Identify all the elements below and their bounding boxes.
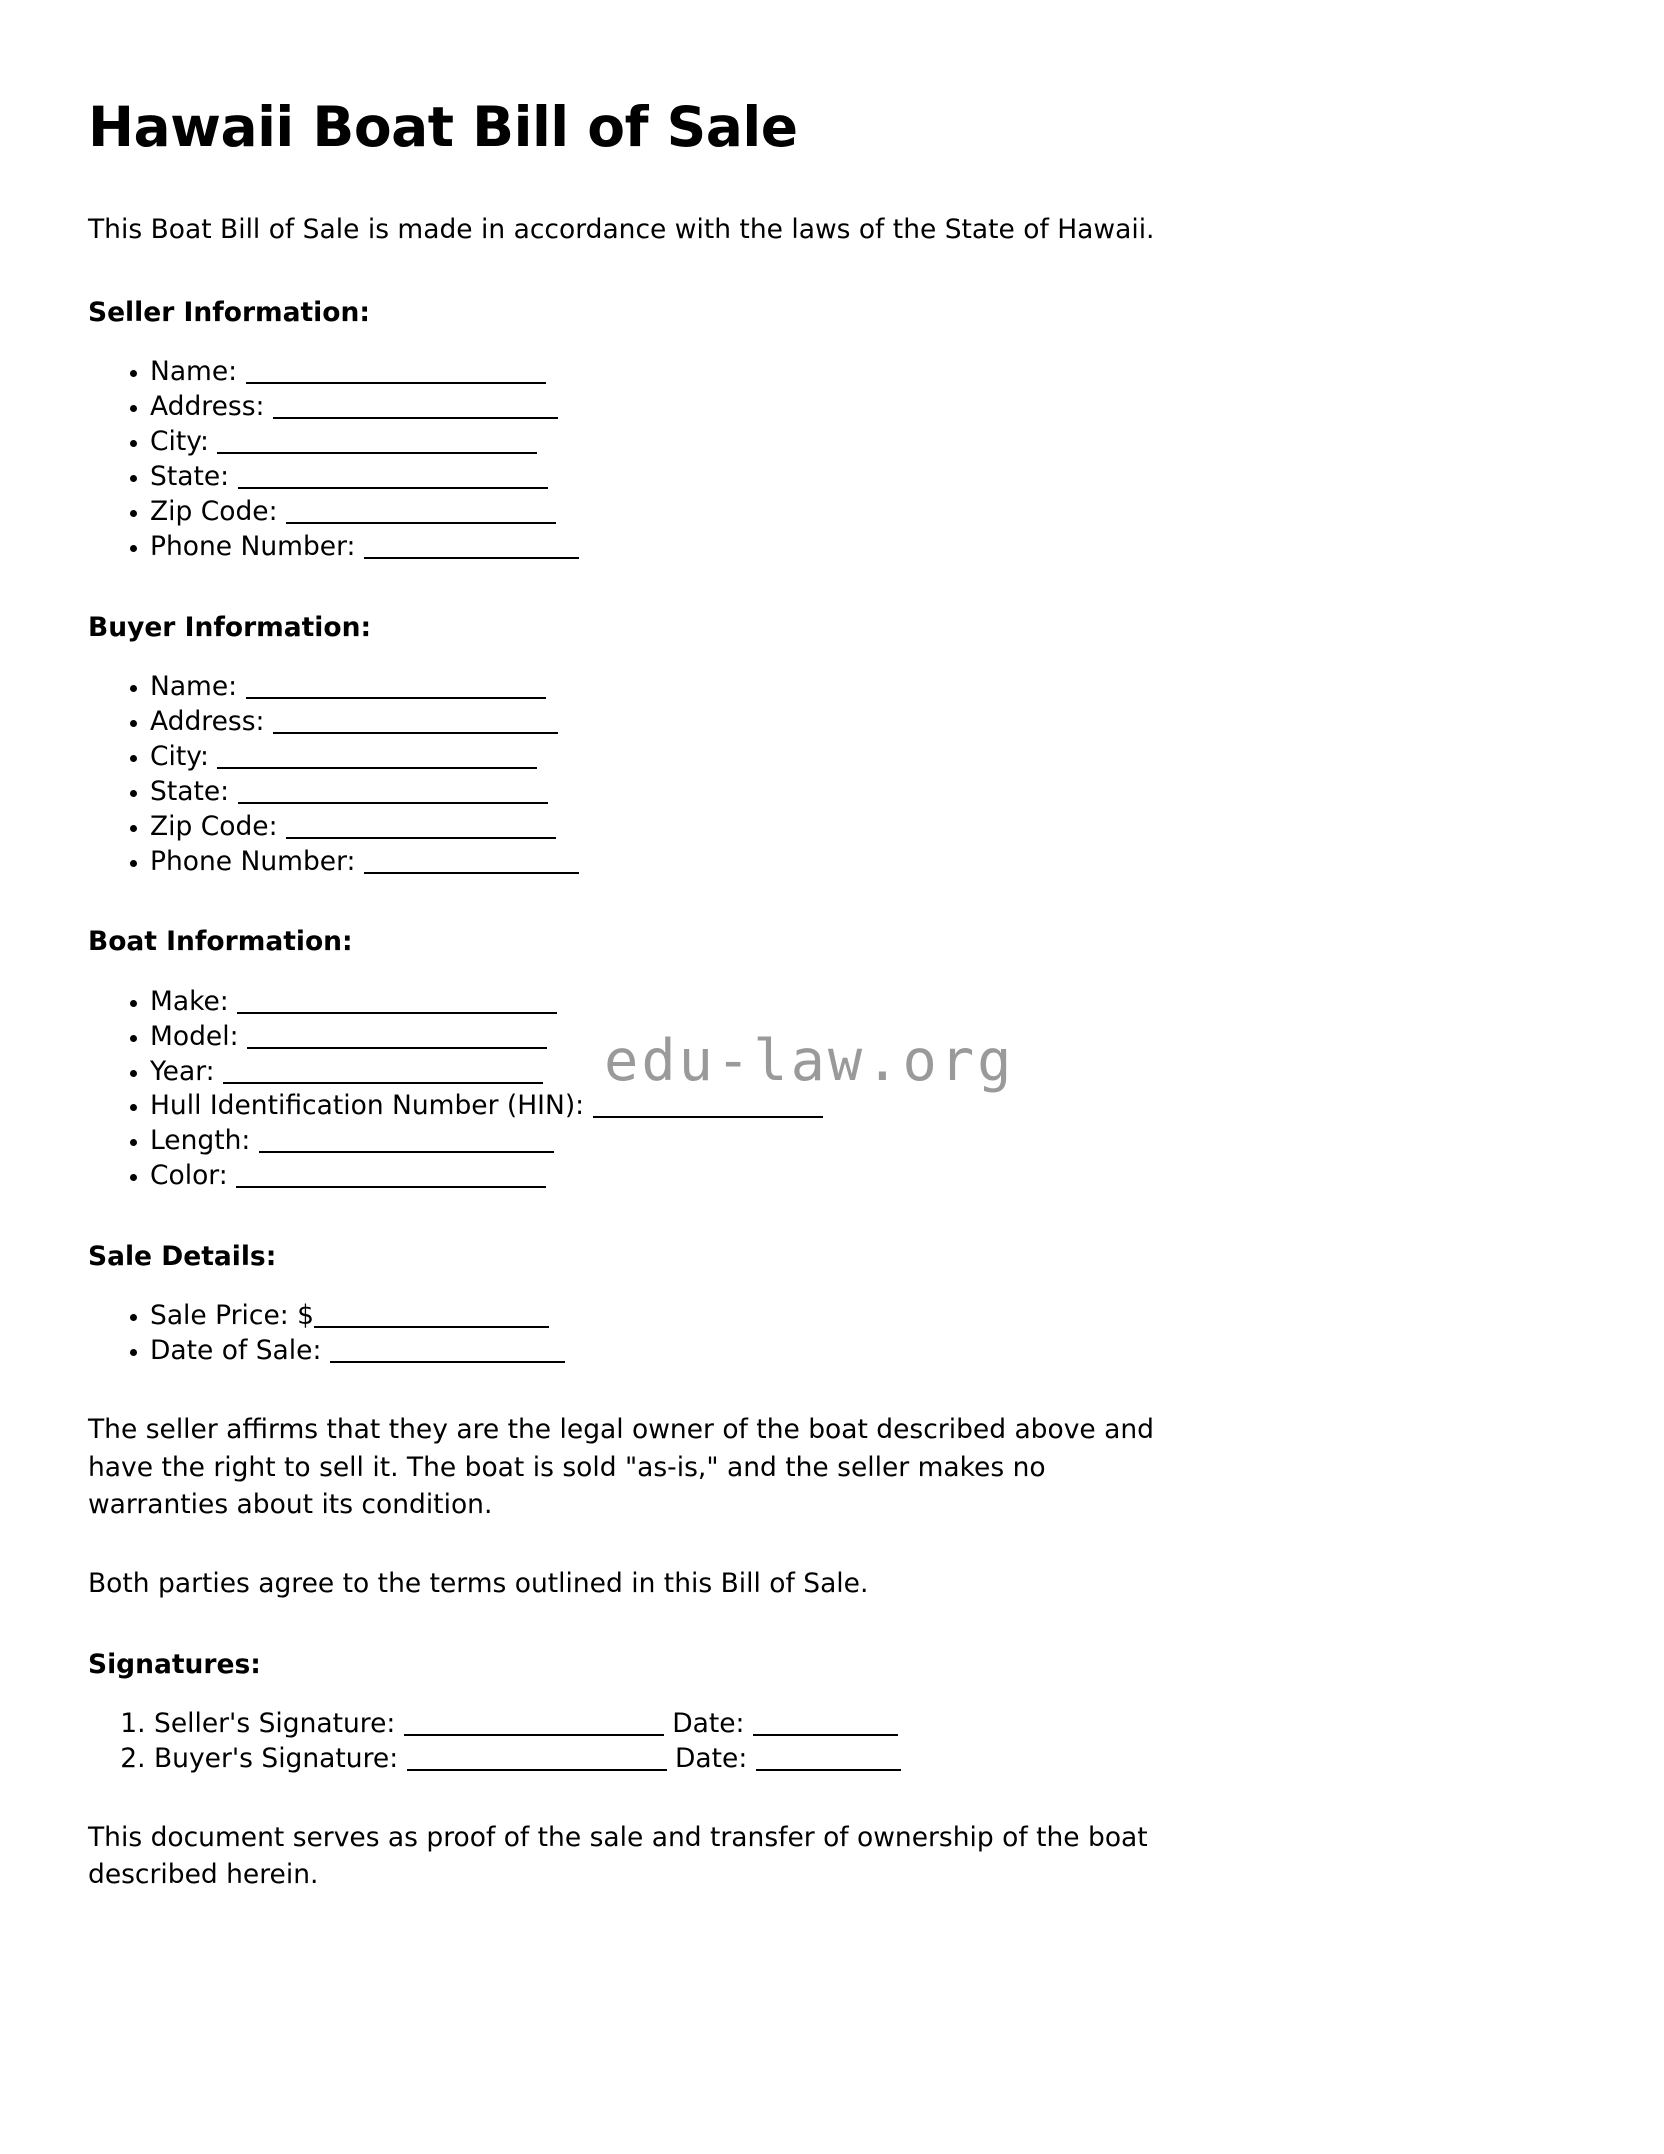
field-row bbox=[150, 530, 1564, 565]
field-blank-line[interactable] bbox=[330, 1361, 565, 1363]
buyer-fields-list bbox=[88, 670, 1564, 880]
field-row bbox=[150, 1124, 1564, 1159]
field-label: Phone Number: bbox=[150, 845, 364, 877]
field-label: Date of Sale: bbox=[150, 1335, 330, 1367]
field-blank-line[interactable] bbox=[246, 382, 546, 384]
field-row bbox=[150, 810, 1564, 845]
field-row bbox=[150, 1089, 1564, 1124]
field-row bbox=[150, 1020, 1564, 1055]
field-blank-line[interactable] bbox=[286, 522, 556, 524]
field-label: Name: bbox=[150, 670, 246, 702]
field-label: Hull Identification Number (HIN): bbox=[150, 1090, 593, 1122]
field-row bbox=[150, 1334, 1564, 1369]
intro-paragraph: This Boat Bill of Sale is made in accordance with the laws of the State of Hawaii. bbox=[88, 214, 1155, 246]
signature-row bbox=[154, 1707, 1564, 1742]
date-label: Date: bbox=[663, 1707, 753, 1739]
field-blank-line[interactable] bbox=[259, 1151, 554, 1153]
signatures-heading: Signatures: bbox=[88, 1648, 261, 1680]
date-blank-line[interactable] bbox=[753, 1734, 898, 1736]
field-row bbox=[150, 460, 1564, 495]
seller-fields-list bbox=[88, 355, 1564, 565]
field-label: Color: bbox=[150, 1160, 237, 1192]
field-label: City: bbox=[150, 740, 218, 772]
closing-paragraph: This document serves as proof of the sale and transfer of ownership of the boat described herein. bbox=[88, 1821, 1148, 1890]
field-label: Phone Number: bbox=[150, 530, 364, 562]
field-blank-line[interactable] bbox=[237, 1012, 557, 1014]
field-label: State: bbox=[150, 775, 238, 807]
field-row bbox=[150, 425, 1564, 460]
page-title: Hawaii Boat Bill of Sale bbox=[88, 95, 798, 159]
field-blank-line[interactable] bbox=[238, 487, 548, 489]
field-blank-line[interactable] bbox=[217, 767, 537, 769]
field-label: City: bbox=[150, 425, 218, 457]
field-blank-line[interactable] bbox=[314, 1326, 549, 1328]
field-row bbox=[150, 985, 1564, 1020]
field-label: Zip Code: bbox=[150, 810, 286, 842]
field-label: Name: bbox=[150, 355, 246, 387]
field-blank-line[interactable] bbox=[223, 1082, 543, 1084]
field-blank-line[interactable] bbox=[273, 732, 558, 734]
field-row bbox=[150, 670, 1564, 705]
field-row bbox=[150, 355, 1564, 390]
seller-information-heading: Seller Information: bbox=[88, 296, 370, 328]
site-watermark: edu-law.org bbox=[604, 1028, 1015, 1094]
field-label: Make: bbox=[150, 985, 238, 1017]
field-blank-line[interactable] bbox=[364, 557, 579, 559]
field-row bbox=[150, 1299, 1564, 1334]
boat-information-heading: Boat Information: bbox=[88, 926, 353, 958]
field-blank-line[interactable] bbox=[246, 697, 546, 699]
field-row bbox=[150, 1055, 1564, 1090]
field-label: Length: bbox=[150, 1125, 259, 1157]
field-row bbox=[150, 845, 1564, 880]
field-blank-line[interactable] bbox=[286, 837, 556, 839]
field-label: Sale Price: $ bbox=[150, 1300, 315, 1332]
field-label: Model: bbox=[150, 1020, 247, 1052]
field-row bbox=[150, 775, 1564, 810]
buyer-information-heading: Buyer Information: bbox=[88, 611, 372, 643]
signature-blank-line[interactable] bbox=[404, 1734, 664, 1736]
field-label: Address: bbox=[150, 390, 273, 422]
field-label: State: bbox=[150, 460, 238, 492]
affirmation-paragraph: The seller affirms that they are the legal owner of the boat described above and have the right to sell it. The boat is sold "as-is," and the seller makes no warranties about its condition. bbox=[88, 1414, 1154, 1520]
field-blank-line[interactable] bbox=[236, 1186, 546, 1188]
field-row bbox=[150, 705, 1564, 740]
date-label: Date: bbox=[666, 1742, 756, 1774]
field-row bbox=[150, 495, 1564, 530]
field-blank-line[interactable] bbox=[273, 417, 558, 419]
field-blank-line[interactable] bbox=[593, 1116, 823, 1118]
sale-details-heading: Sale Details: bbox=[88, 1241, 277, 1273]
sale-fields-list bbox=[88, 1299, 1564, 1369]
boat-fields-list bbox=[88, 985, 1564, 1195]
signature-label: Seller's Signature: bbox=[154, 1707, 404, 1739]
field-row bbox=[150, 740, 1564, 775]
field-label: Zip Code: bbox=[150, 495, 286, 527]
field-row bbox=[150, 1159, 1564, 1194]
field-blank-line[interactable] bbox=[247, 1047, 547, 1049]
signature-rows-list bbox=[88, 1707, 1564, 1777]
signature-blank-line[interactable] bbox=[407, 1769, 667, 1771]
field-blank-line[interactable] bbox=[238, 802, 548, 804]
field-label: Year: bbox=[150, 1055, 223, 1087]
signature-label: Buyer's Signature: bbox=[154, 1742, 407, 1774]
date-blank-line[interactable] bbox=[756, 1769, 901, 1771]
field-row bbox=[150, 390, 1564, 425]
agreement-paragraph: Both parties agree to the terms outlined in this Bill of Sale. bbox=[88, 1567, 869, 1599]
field-blank-line[interactable] bbox=[364, 872, 579, 874]
field-label: Address: bbox=[150, 705, 273, 737]
signature-row bbox=[154, 1742, 1564, 1777]
field-blank-line[interactable] bbox=[217, 452, 537, 454]
